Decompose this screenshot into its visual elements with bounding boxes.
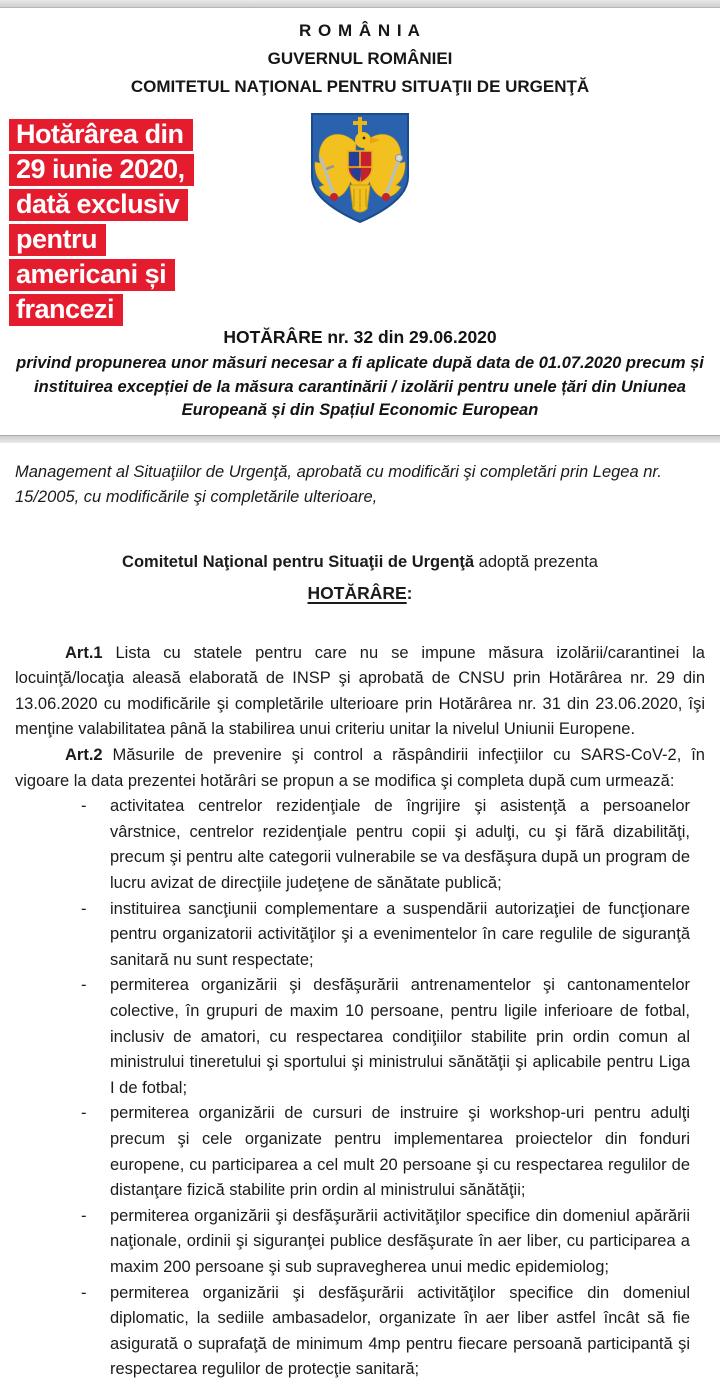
document-header	[0, 17, 720, 101]
header-country: R O M Â N I A	[299, 21, 421, 40]
article-1-label: Art.1	[65, 643, 103, 662]
header-committee: COMITETUL NAŢIONAL PENTRU SITUAŢII DE URGENŢĂ	[130, 77, 590, 96]
preamble-text: Management al Situaţiilor de Urgenţă, aprobată cu modificări şi completări prin Legea nr. 15/2005, cu modificările şi completările ulterioare,	[15, 462, 662, 507]
bullet-item: - permiterea organizării şi desfăşurării activităţilor specifice din domeniul apărării naţionale, ordinii şi siguranţei publice desfăşurate în aer liber, cu participarea a maxim 200 persoane şi sub supravegherea unui medic epidemiolog;	[110, 1204, 690, 1281]
bullet-item: - permiterea organizării de cursuri de instruire şi workshop-uri pentru adulţi precum şi cele organizate pentru implementarea proiectelor din fonduri europene, cu participarea a cel mult 20 persoane şi cu respectarea regulilor de distanţare fizică stabilite prin ordin al ministrului sănătăţii;	[110, 1101, 690, 1203]
article-1-text: Lista cu statele pentru care nu se impune măsura izolării/carantinei la locuinţă/locaţia aleasă elaborată de INSP şi aprobată de CNSU prin Hotărârea nr. 29 din 13.06.2020 cu modificările şi completările ulterioare prin Hotărârea nr. 31 din 23.06.2020, îşi menţine valabilitatea până la stabilirea unui criteriu unitar la nivelul Uniunii Europene.	[15, 643, 705, 739]
article-2	[15, 743, 705, 794]
article-2-text: Măsurile de prevenire şi control a răspândirii infecţiilor cu SARS-CoV-2, în vigoare la data prezentei hotărâri se propun a se modifica şi completa după cum urmează:	[15, 746, 705, 790]
decision-title-block	[0, 325, 720, 423]
adoption-committee: Comitetul Naţional pentru Situaţii de Urgenţă	[122, 552, 475, 571]
decision-subtitle: privind propunerea unor măsuri necesar a fi aplicate după data de 01.07.2020 precum și instituirea excepției de la măsura carantinării / izolării pentru unele țări din Uniunea Europeană și din Spațiul Economic European	[16, 354, 704, 419]
headline-line: 29 iunie 2020,	[9, 154, 194, 186]
decision-heading-word: HOTĂRÂRE	[307, 582, 407, 603]
bullet-item: - instituirea sancţiunii complementare a suspendării autorizaţiei de funcţionare pentru organizatorii activităţilor şi a evenimentelor în care regulile de siguranţă sanitară nu sunt respectate;	[110, 897, 690, 974]
article-2-label: Art.2	[65, 746, 103, 765]
adoption-suffix: adoptă prezenta	[474, 552, 598, 571]
headline-line: americani și	[9, 259, 175, 291]
bullet-item: - activitatea centrelor rezidenţiale de îngrijire şi asistenţă a persoanelor vârstnice, centrelor rezidenţiale pentru copii şi adulţi, cu şi fără dizabilităţi, precum şi pentru alte categorii vulnerabile se va desfăşura după un program de lucru avizat de direcţiile judeţene de sănătate publică;	[110, 794, 690, 896]
headline-line: Hotărârea din	[9, 119, 193, 151]
red-headline-overlay	[9, 119, 249, 329]
headline-line: francezi	[9, 294, 123, 326]
romania-coat-of-arms	[304, 109, 416, 225]
articles-section	[15, 641, 705, 1383]
decision-heading	[0, 583, 720, 604]
bullet-item: - permiterea organizării şi desfăşurării activităţilor specifice din domeniul diplomatic, la sediile ambasadelor, organizate în aer liber astfel încât să fie asigurată o suprafaţă de minimum 4mp pentru fiecare persoană participantă şi respectarea regulilor de protecţie sanitară;	[110, 1281, 690, 1383]
header-government: GUVERNUL ROMÂNIEI	[267, 49, 453, 68]
top-divider-bar	[0, 0, 720, 8]
section-divider-bar	[0, 435, 720, 443]
adoption-line	[0, 553, 720, 572]
measures-bullet-list	[15, 794, 690, 1383]
headline-line: pentru	[9, 224, 106, 256]
decision-title: HOTĂRÂRE nr. 32 din 29.06.2020	[223, 327, 497, 347]
decision-heading-colon: :	[406, 582, 413, 603]
article-1	[15, 641, 705, 743]
coat-of-arms-icon	[304, 109, 416, 225]
bullet-item: - permiterea organizării şi desfăşurării antrenamentelor şi cantonamentelor colective, în grupuri de maxim 10 persoane, pentru ligile inferioare de fotbal, inclusiv de amatori, cu respectarea condiţiilor stabilite prin ordin comun al ministrului tineretului şi sportului şi ministrului sănătăţii şi aplicabile pentru Liga I de fotbal;	[110, 973, 690, 1101]
headline-line: dată exclusiv	[9, 189, 188, 221]
